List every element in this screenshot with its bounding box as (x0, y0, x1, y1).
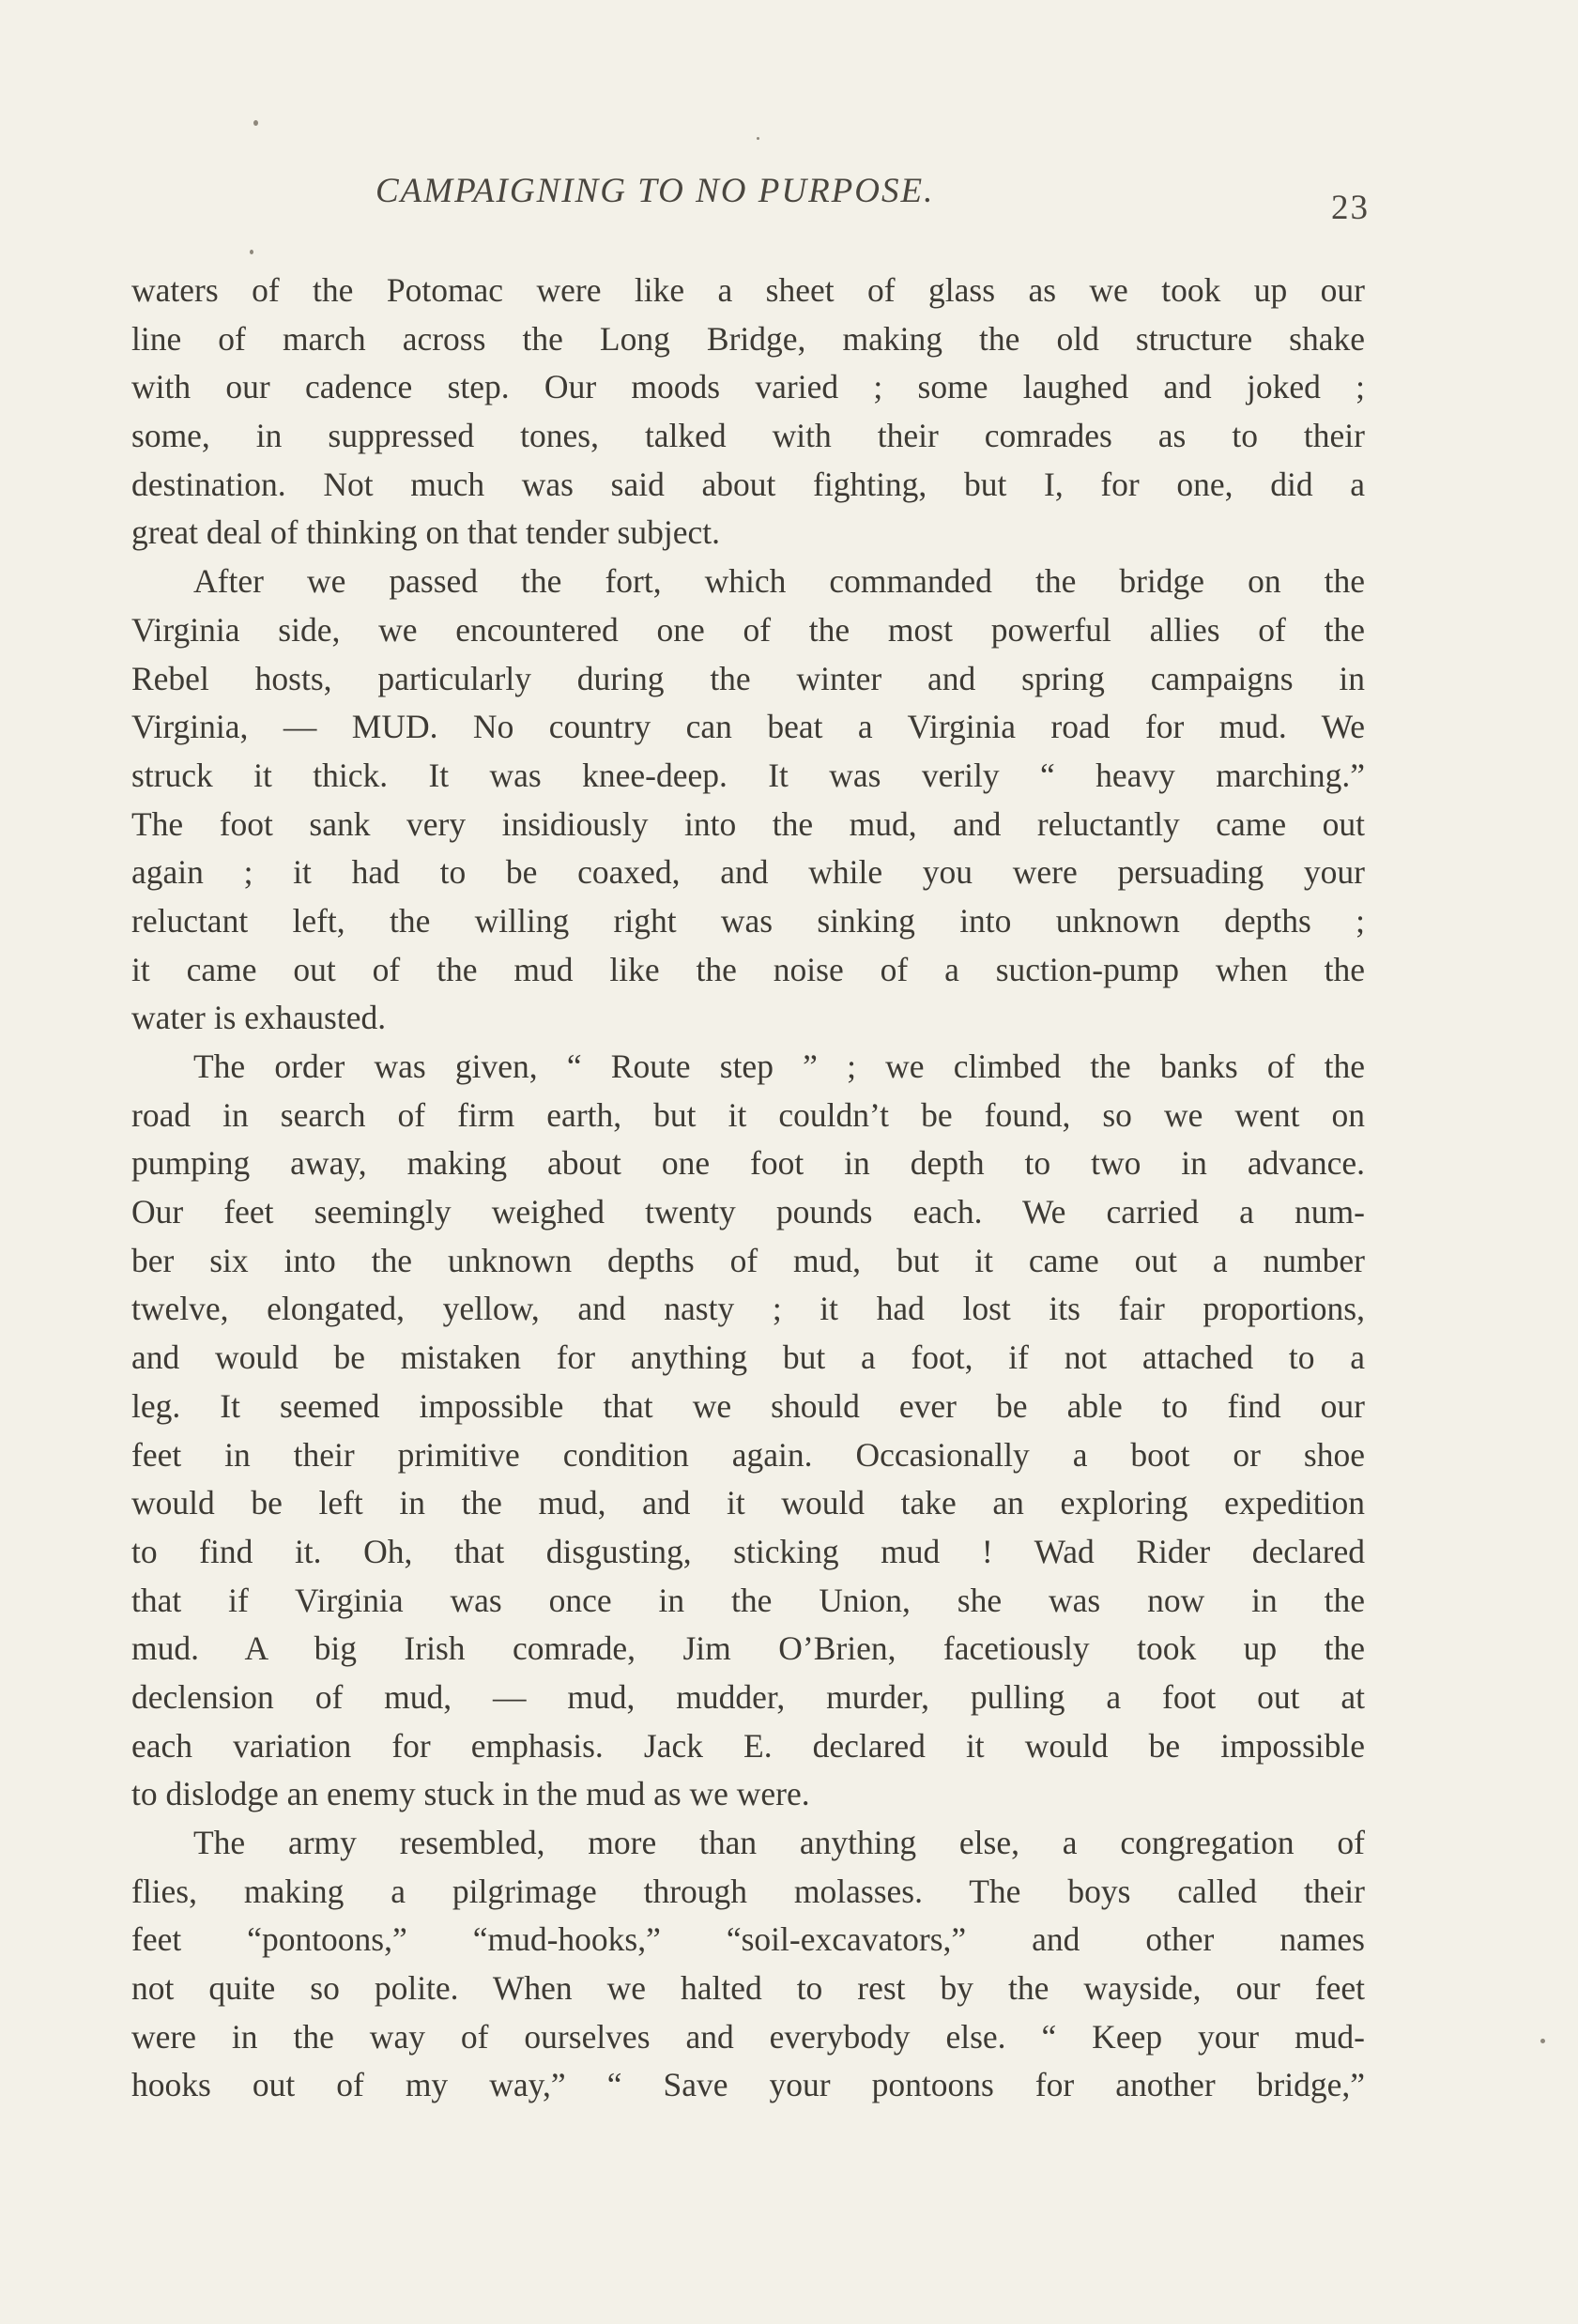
text-line: The foot sank very insidiously into the mud, and reluctantly came out (131, 804, 1365, 843)
text-line: Our feet seemingly weighed twenty pounds each. We carried a num- (131, 1193, 1365, 1231)
text-line: twelve, elongated, yellow, and nasty ; it had lost its fair proportions, (131, 1290, 1365, 1328)
paper-speck (250, 250, 253, 254)
text-line: would be left in the mud, and it would take an exploring expedition (131, 1484, 1365, 1522)
text-line: flies, making a pilgrimage through molasses. The boys called their (131, 1872, 1365, 1910)
text-line: ber six into the unknown depths of mud, but it came out a number (131, 1241, 1365, 1279)
text-line: great deal of thinking on that tender subject. (131, 513, 720, 552)
text-line: feet in their primitive condition again. Occasionally a boot or shoe (131, 1435, 1365, 1474)
text-line: mud. A big Irish comrade, Jim O’Brien, facetiously took up the (131, 1629, 1365, 1668)
text-line: waters of the Potomac were like a sheet of glass as we took up our (131, 271, 1365, 309)
text-line: Virginia side, we encountered one of the most powerful allies of the (131, 610, 1365, 649)
page-number: 23 (1331, 189, 1370, 227)
running-head: CAMPAIGNING TO NO PURPOSE. (375, 172, 935, 210)
text-line: pumping away, making about one foot in depth to two in advance. (131, 1144, 1365, 1183)
text-line: each variation for emphasis. Jack E. declared it would be impossible (131, 1726, 1365, 1765)
paper-speck (757, 137, 759, 140)
text-line: Virginia, — MUD. No country can beat a Virginia road for mud. We (131, 708, 1365, 746)
text-line: Rebel hosts, particularly during the winter and spring campaigns in (131, 659, 1365, 697)
text-line: some, in suppressed tones, talked with their comrades as to their (131, 417, 1365, 455)
text-line: and would be mistaken for anything but a foot, if not attached to a (131, 1338, 1365, 1377)
text-line: it came out of the mud like the noise of a suction-pump when the (131, 950, 1365, 988)
text-line: line of march across the Long Bridge, making the old structure shake (131, 319, 1365, 358)
text-line: The order was given, “ Route step ” ; we climbed the banks of the (193, 1047, 1365, 1085)
body-text (131, 267, 1365, 2110)
text-line: struck it thick. It was knee-deep. It was verily “ heavy marching.” (131, 756, 1365, 794)
text-line: declension of mud, — mud, mudder, murder, pulling a foot out at (131, 1677, 1365, 1716)
text-line: The army resembled, more than anything else, a congregation of (193, 1824, 1365, 1861)
text-line: destination. Not much was said about fighting, but I, for one, did a (131, 465, 1365, 503)
text-line: were in the way of ourselves and everybody else. “ Keep your mud- (131, 2017, 1365, 2056)
text-line: to dislodge an enemy stuck in the mud as we were. (131, 1775, 810, 1813)
text-line: again ; it had to be coaxed, and while you were persuading your (131, 853, 1365, 892)
text-line: reluctant left, the willing right was sinking into unknown depths ; (131, 901, 1365, 940)
text-line: not quite so polite. When we halted to rest by the wayside, our feet (131, 1969, 1365, 2008)
text-line: to find it. Oh, that disgusting, sticking mud ! Wad Rider declared (131, 1532, 1365, 1570)
text-line: leg. It seemed impossible that we should ever be able to find our (131, 1386, 1365, 1425)
text-line: After we passed the fort, which commanded the bridge on the (193, 562, 1365, 601)
text-line: with our cadence step. Our moods varied ; some laughed and joked ; (131, 368, 1365, 406)
text-line: feet “pontoons,” “mud-hooks,” “soil-excavators,” and other names (131, 1920, 1365, 1959)
text-line: water is exhausted. (131, 999, 387, 1037)
paper-speck (1540, 2039, 1545, 2043)
text-line: road in search of firm earth, but it couldn’t be found, so we went on (131, 1095, 1365, 1134)
text-line: that if Virginia was once in the Union, she was now in the (131, 1581, 1365, 1619)
text-line: hooks out of my way,” “ Save your pontoons for another bridge,” (131, 2066, 1365, 2104)
paper-speck (253, 120, 258, 126)
